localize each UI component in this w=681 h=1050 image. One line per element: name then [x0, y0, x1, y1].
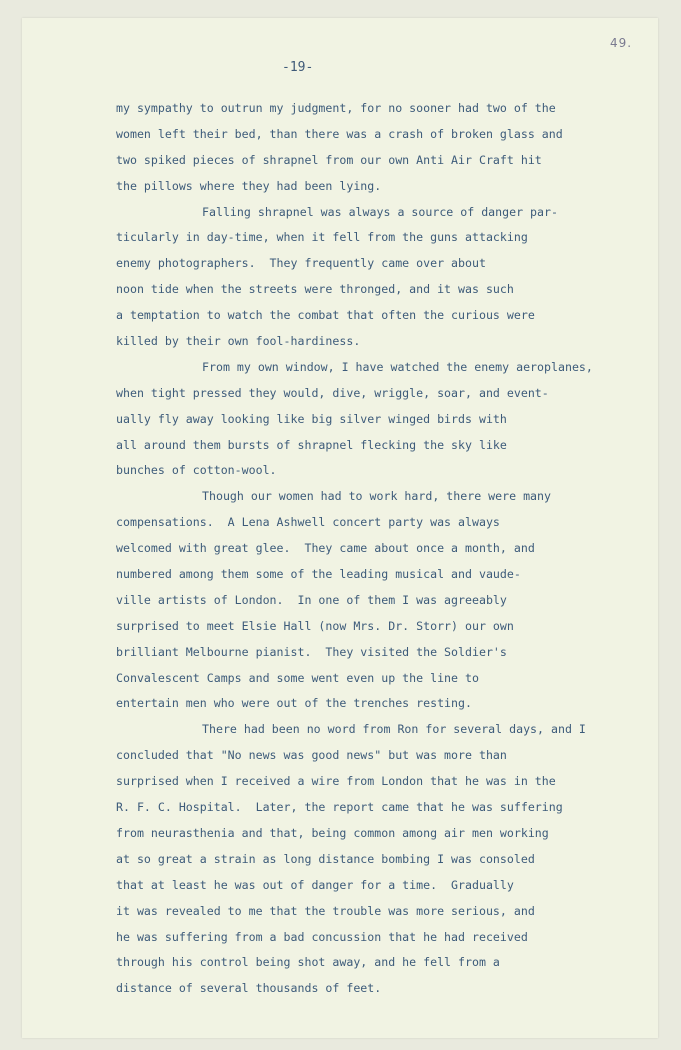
text-line: at so great a strain as long distance bombing I was consoled	[116, 851, 535, 866]
text-line: through his control being shot away, and he fell from a	[116, 955, 500, 970]
text-line: that at least he was out of danger for a time. Gradually	[116, 877, 514, 892]
typed-text-body	[116, 96, 656, 1002]
folio-number: 49.	[610, 36, 633, 50]
text-line: from neurasthenia and that, being common among air men working	[116, 825, 549, 840]
text-line: concluded that "No news was good news" but was more than	[116, 748, 507, 763]
text-line: welcomed with great glee. They came about once a month, and	[116, 541, 535, 556]
page-number: -19-	[282, 60, 314, 75]
text-line: noon tide when the streets were thronged, and it was such	[116, 282, 514, 297]
text-line: distance of several thousands of feet.	[116, 981, 382, 996]
text-line: compensations. A Lena Ashwell concert party was always	[116, 515, 500, 530]
text-line: two spiked pieces of shrapnel from our own Anti Air Craft hit	[116, 152, 542, 167]
text-line: numbered among them some of the leading musical and vaude-	[116, 567, 521, 582]
text-line: the pillows where they had been lying.	[116, 178, 382, 193]
text-line: Falling shrapnel was always a source of danger par-	[202, 204, 558, 219]
text-line: ually fly away looking like big silver winged birds with	[116, 411, 507, 426]
text-line: it was revealed to me that the trouble was more serious, and	[116, 903, 535, 918]
text-line: bunches of cotton-wool.	[116, 463, 277, 478]
text-line: all around them bursts of shrapnel flecking the sky like	[116, 437, 507, 452]
text-line: enemy photographers. They frequently came over about	[116, 256, 486, 271]
text-line: entertain men who were out of the trenches resting.	[116, 696, 472, 711]
text-line: From my own window, I have watched the enemy aeroplanes,	[202, 359, 593, 374]
text-line: a temptation to watch the combat that often the curious were	[116, 308, 535, 323]
text-line: when tight pressed they would, dive, wriggle, soar, and event-	[116, 385, 549, 400]
text-line: he was suffering from a bad concussion that he had received	[116, 929, 528, 944]
text-line: There had been no word from Ron for several days, and I	[202, 722, 586, 737]
text-line: surprised to meet Elsie Hall (now Mrs. Dr. Storr) our own	[116, 618, 514, 633]
text-line: ticularly in day-time, when it fell from the guns attacking	[116, 230, 528, 245]
text-line: Convalescent Camps and some went even up the line to	[116, 670, 479, 685]
text-line: killed by their own fool-hardiness.	[116, 334, 361, 349]
text-line: surprised when I received a wire from London that he was in the	[116, 774, 556, 789]
text-line: ville artists of London. In one of them I was agreeably	[116, 592, 507, 607]
text-line: my sympathy to outrun my judgment, for no sooner had two of the	[116, 101, 556, 115]
text-line: R. F. C. Hospital. Later, the report came that he was suffering	[116, 800, 563, 815]
text-line: brilliant Melbourne pianist. They visited the Soldier's	[116, 644, 507, 659]
text-line: women left their bed, than there was a crash of broken glass and	[116, 126, 563, 141]
text-line: Though our women had to work hard, there were many	[202, 489, 552, 504]
